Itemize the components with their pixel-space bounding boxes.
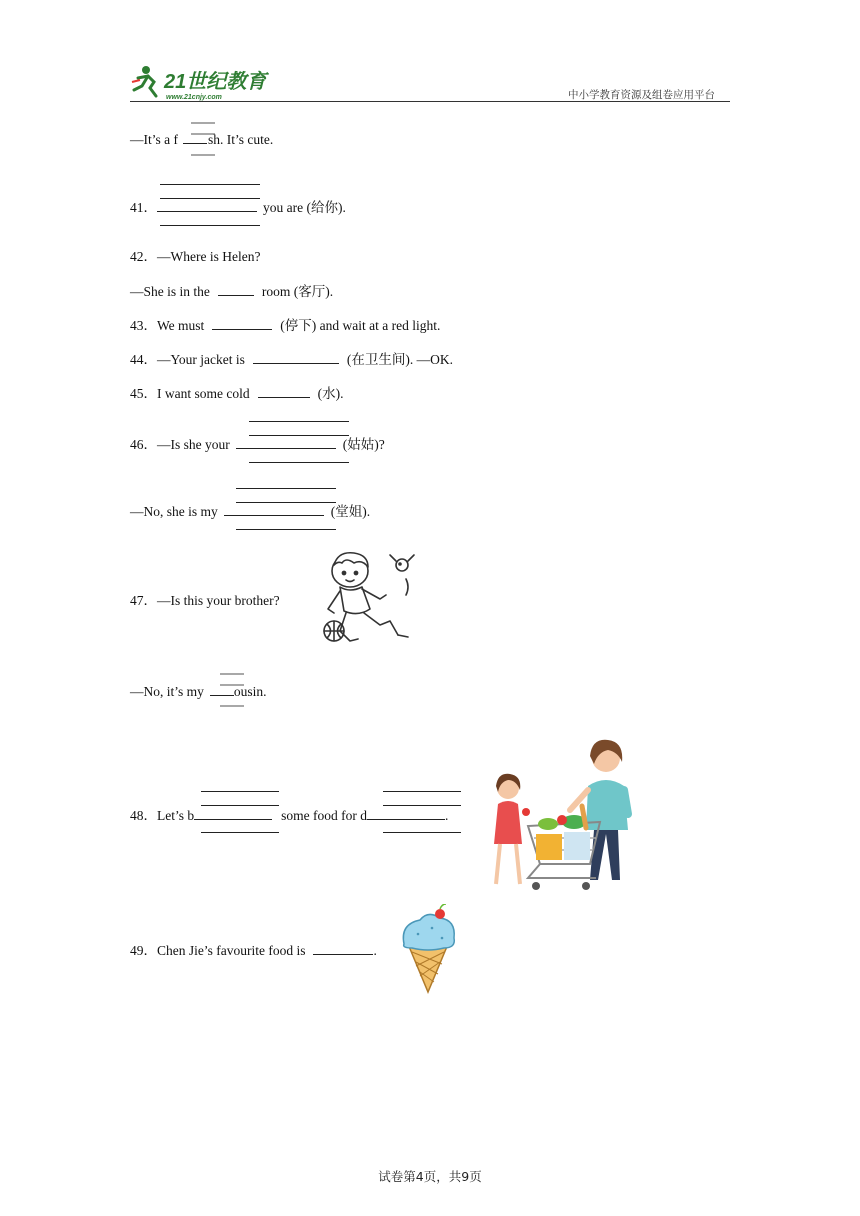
q48-line (130, 807, 448, 824)
q47-line1 (130, 593, 280, 609)
q41-line (130, 199, 346, 216)
q43-blank[interactable] (212, 317, 272, 330)
logo-url-text: www.21cnjy.com (166, 94, 222, 101)
q49-line (130, 942, 377, 959)
q43-line (130, 317, 440, 334)
q40-blank[interactable] (183, 131, 207, 144)
q46-blank-2[interactable] (224, 503, 324, 516)
q49-blank[interactable] (313, 942, 373, 955)
shopping-family-image (478, 734, 642, 894)
q49-number: 49． (130, 943, 157, 958)
q47-line2-after: ousin. (233, 684, 267, 699)
q46-number: 46． (130, 437, 157, 452)
q45-line (130, 385, 343, 402)
q45-after: (水). (317, 386, 344, 401)
q41-rule-3 (160, 225, 260, 226)
q41-number: 41． (130, 200, 157, 215)
q40-gray-rule-bottom (191, 154, 215, 156)
q44-blank[interactable] (253, 351, 339, 364)
q42-number: 42． (130, 249, 157, 264)
q42-before: —She is in the (130, 284, 210, 299)
q43-number: 43． (130, 318, 157, 333)
q44-line (130, 351, 453, 368)
q43-before: We must (157, 318, 205, 333)
q40-after: sh. It’s cute. (208, 132, 274, 147)
q48-blank-2[interactable] (367, 807, 445, 820)
q48-number: 48． (130, 808, 157, 823)
q43-after: (停下) and wait at a red light. (280, 318, 441, 333)
q47-question: —Is this your brother? (157, 593, 280, 608)
q46-line2 (130, 503, 370, 520)
q47-gray-rule-top (220, 673, 244, 675)
q48-rule-6 (383, 832, 461, 833)
ice-cream-image (398, 904, 460, 994)
q44-after: (在卫生间). —OK. (346, 352, 454, 367)
q49-before: Chen Jie’s favourite food is (157, 943, 306, 958)
q47-line2 (130, 683, 267, 700)
q42-after: room (客厅). (261, 284, 334, 299)
q46-rule-4 (236, 488, 336, 489)
q47-number: 47． (130, 593, 157, 608)
q46-before: —Is she your (157, 437, 230, 452)
q46-rule-3 (249, 462, 349, 463)
q42-line1 (130, 249, 260, 265)
q46-rule-1 (249, 421, 349, 422)
q48-rule-5 (383, 805, 461, 806)
q42-blank[interactable] (218, 283, 254, 296)
q47-blank[interactable] (210, 683, 234, 696)
q41-rule-1 (160, 184, 260, 185)
runner-logo-icon (128, 62, 278, 102)
q46-line2-before: —No, she is my (130, 504, 218, 519)
q41-blank[interactable] (157, 199, 257, 212)
q48-middle: some food for d (281, 808, 367, 823)
q40-gray-rule-top (191, 122, 215, 124)
q45-before: I want some cold (157, 386, 250, 401)
q48-before: Let’s b (157, 808, 195, 823)
q47-gray-rule-bottom (220, 705, 244, 707)
logo-main-text: 21世纪教育 (164, 71, 267, 93)
q46-blank-1[interactable] (236, 436, 336, 449)
q48-rule-4 (383, 791, 461, 792)
q48-rule-3 (201, 832, 279, 833)
q48-blank-1[interactable] (194, 807, 272, 820)
q48-rule-1 (201, 791, 279, 792)
boy-basketball-image (314, 547, 418, 651)
q46-after: (姑姑)? (342, 437, 385, 452)
q45-blank[interactable] (258, 385, 310, 398)
q46-line2-after: (堂姐). (330, 504, 371, 519)
q48-after: . (444, 808, 449, 823)
header-logo (128, 62, 278, 102)
q45-number: 45． (130, 386, 157, 401)
header-divider (130, 101, 730, 102)
q46-rule-6 (236, 529, 336, 530)
q44-before: —Your jacket is (157, 352, 245, 367)
q44-number: 44． (130, 352, 157, 367)
q42-question: —Where is Helen? (157, 249, 261, 264)
q49-after: . (373, 943, 377, 958)
q47-line2-before: —No, it’s my (130, 684, 204, 699)
q48-rule-2 (201, 805, 279, 806)
q41-after: you are (给你). (263, 200, 346, 215)
page-footer: 试卷第4页，共9页 (378, 1169, 482, 1184)
q46-line1 (130, 436, 385, 453)
q42-line2 (130, 283, 333, 300)
q40-before: —It’s a f (130, 132, 178, 147)
header-platform-text: 中小学教育资源及组卷应用平台 (568, 89, 715, 101)
q40-answer-line (130, 131, 273, 148)
